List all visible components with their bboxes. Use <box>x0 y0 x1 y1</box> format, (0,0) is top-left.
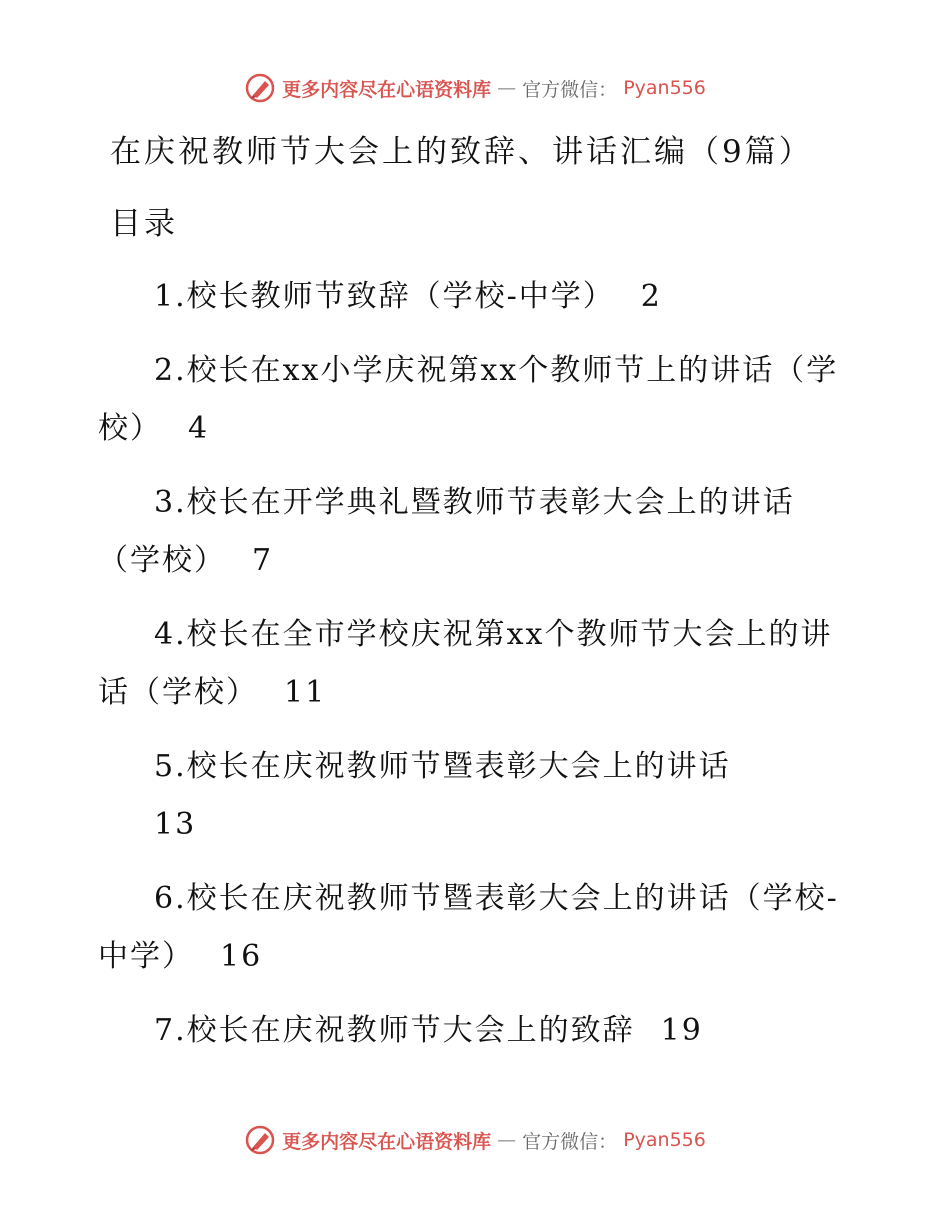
toc-entry-text: 6.校长在庆祝教师节暨表彰大会上的讲话（学校-中学） <box>98 881 839 974</box>
toc-heading: 目录 <box>110 206 178 242</box>
toc-entry-6[interactable] <box>98 870 858 986</box>
toc-entry-page: 19 <box>660 1013 703 1048</box>
toc-entry-page: 4 <box>188 411 210 446</box>
banner-main-text: 更多内容尽在心语资料库 <box>282 1130 492 1153</box>
toc-entry-page: 2 <box>640 279 662 314</box>
toc-entry-text: 7.校长在庆祝教师节大会上的致辞 <box>154 1013 635 1048</box>
banner-separator: — <box>497 77 517 99</box>
banner-main-text: 更多内容尽在心语资料库 <box>282 78 492 101</box>
toc-entry-page: 11 <box>284 675 327 710</box>
toc-entry-text: 2.校长在xx小学庆祝第xx个教师节上的讲话（学校） <box>98 353 839 446</box>
toc-entry-text: 5.校长在庆祝教师节暨表彰大会上的讲话 <box>154 749 731 784</box>
toc-entry-5[interactable] <box>98 738 858 854</box>
banner-wechat-id: Pyan556 <box>623 77 706 99</box>
toc-entry-4[interactable] <box>98 606 858 722</box>
toc-entry-page: 7 <box>252 543 274 578</box>
toc-entry-7[interactable] <box>98 1002 858 1060</box>
toc-entry-3[interactable] <box>98 474 858 590</box>
toc-entry-text: 3.校长在开学典礼暨教师节表彰大会上的讲话（学校） <box>98 485 795 578</box>
table-of-contents <box>98 268 858 1076</box>
toc-entry-page: 16 <box>220 939 263 974</box>
footer-banner <box>0 1124 950 1156</box>
toc-entry-1[interactable] <box>98 268 858 326</box>
pen-logo-icon <box>244 1124 276 1156</box>
banner-wechat-label: 官方微信： <box>522 78 618 101</box>
toc-entry-text: 1.校长教师节致辞（学校-中学） <box>154 279 615 314</box>
toc-entry-page: 13 <box>154 807 197 842</box>
pen-logo-icon <box>244 72 276 104</box>
header-banner <box>0 72 950 104</box>
document-title: 在庆祝教师节大会上的致辞、讲话汇编（9篇） <box>110 134 813 170</box>
banner-wechat-id: Pyan556 <box>623 1129 706 1151</box>
toc-entry-2[interactable] <box>98 342 858 458</box>
banner-wechat-label: 官方微信： <box>522 1130 618 1153</box>
banner-separator: — <box>497 1129 517 1151</box>
toc-entry-text: 4.校长在全市学校庆祝第xx个教师节大会上的讲话（学校） <box>98 617 833 710</box>
